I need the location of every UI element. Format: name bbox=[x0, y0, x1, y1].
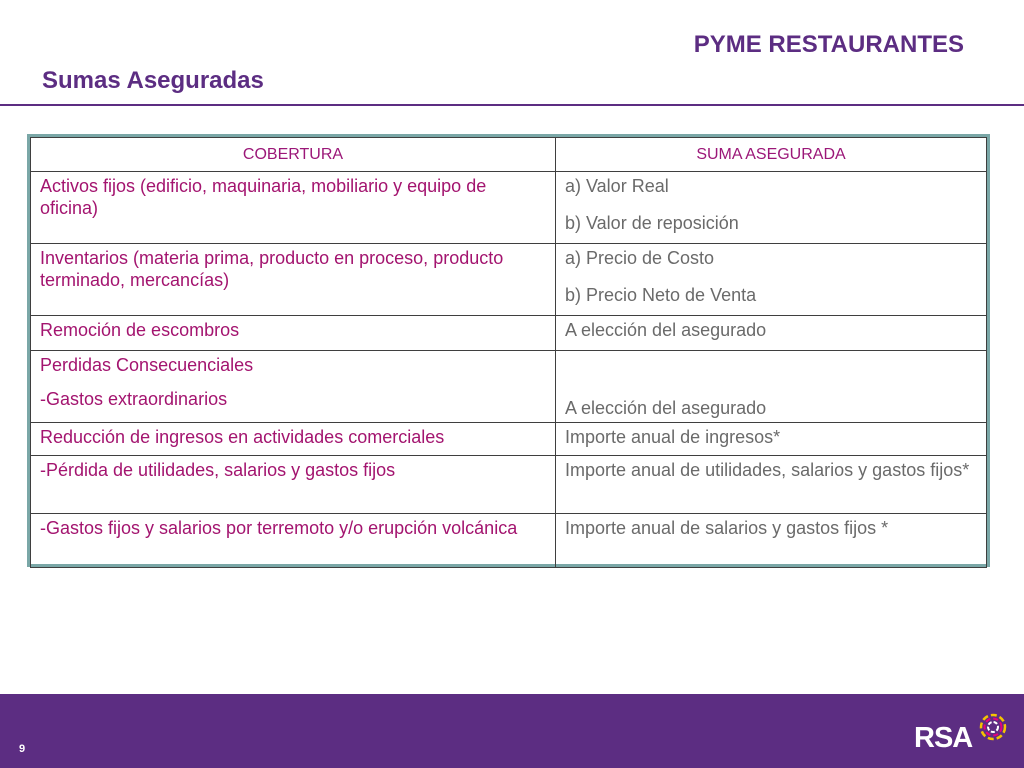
table-row bbox=[31, 423, 987, 456]
sum-cell bbox=[556, 244, 987, 316]
sum-cell: A elección del asegurado bbox=[556, 351, 987, 423]
coverage-cell: Reducción de ingresos en actividades comerciales bbox=[31, 423, 556, 456]
table-row bbox=[31, 514, 987, 568]
brand-title: PYME RESTAURANTES bbox=[693, 31, 964, 58]
coverage-line-2: -Gastos extraordinarios bbox=[40, 389, 228, 409]
sum-option-b: b) Precio Neto de Venta bbox=[565, 285, 757, 305]
logo-text: RSA bbox=[914, 722, 973, 754]
swirl-icon bbox=[978, 712, 1008, 742]
coverage-cell: Activos fijos (edificio, maquinaria, mobiliario y equipo de oficina) bbox=[31, 172, 556, 244]
coverage-cell: -Pérdida de utilidades, salarios y gastos fijos bbox=[31, 456, 556, 514]
page-title: Sumas Aseguradas bbox=[42, 67, 264, 94]
table-row bbox=[31, 316, 987, 351]
sum-cell bbox=[556, 172, 987, 244]
column-header-sum: SUMA ASEGURADA bbox=[556, 138, 987, 172]
footer-bar bbox=[0, 694, 1024, 768]
coverage-cell bbox=[31, 351, 556, 423]
table-row bbox=[31, 456, 987, 514]
sum-option-b: b) Valor de reposición bbox=[565, 213, 739, 233]
coverage-line-1: Perdidas Consecuenciales bbox=[40, 355, 254, 375]
table-row bbox=[31, 244, 987, 316]
coverage-cell: Remoción de escombros bbox=[31, 316, 556, 351]
rsa-logo bbox=[914, 716, 1006, 758]
sum-option-a: a) Valor Real bbox=[565, 176, 669, 196]
sum-option-a: a) Precio de Costo bbox=[565, 248, 715, 268]
coverage-cell: Inventarios (materia prima, producto en proceso, producto terminado, mercancías) bbox=[31, 244, 556, 316]
title-divider bbox=[0, 104, 1024, 106]
sum-cell: A elección del asegurado bbox=[556, 316, 987, 351]
coverage-cell: -Gastos fijos y salarios por terremoto y/o erupción volcánica bbox=[31, 514, 556, 568]
column-header-coverage: COBERTURA bbox=[31, 138, 556, 172]
page-number: 9 bbox=[19, 743, 26, 755]
sum-cell: Importe anual de salarios y gastos fijos * bbox=[556, 514, 987, 568]
table-header-row bbox=[31, 138, 987, 172]
sum-cell: Importe anual de ingresos* bbox=[556, 423, 987, 456]
sum-cell: Importe anual de utilidades, salarios y gastos fijos* bbox=[556, 456, 987, 514]
table-row bbox=[31, 172, 987, 244]
coverage-table bbox=[27, 134, 990, 567]
table-row bbox=[31, 351, 987, 423]
